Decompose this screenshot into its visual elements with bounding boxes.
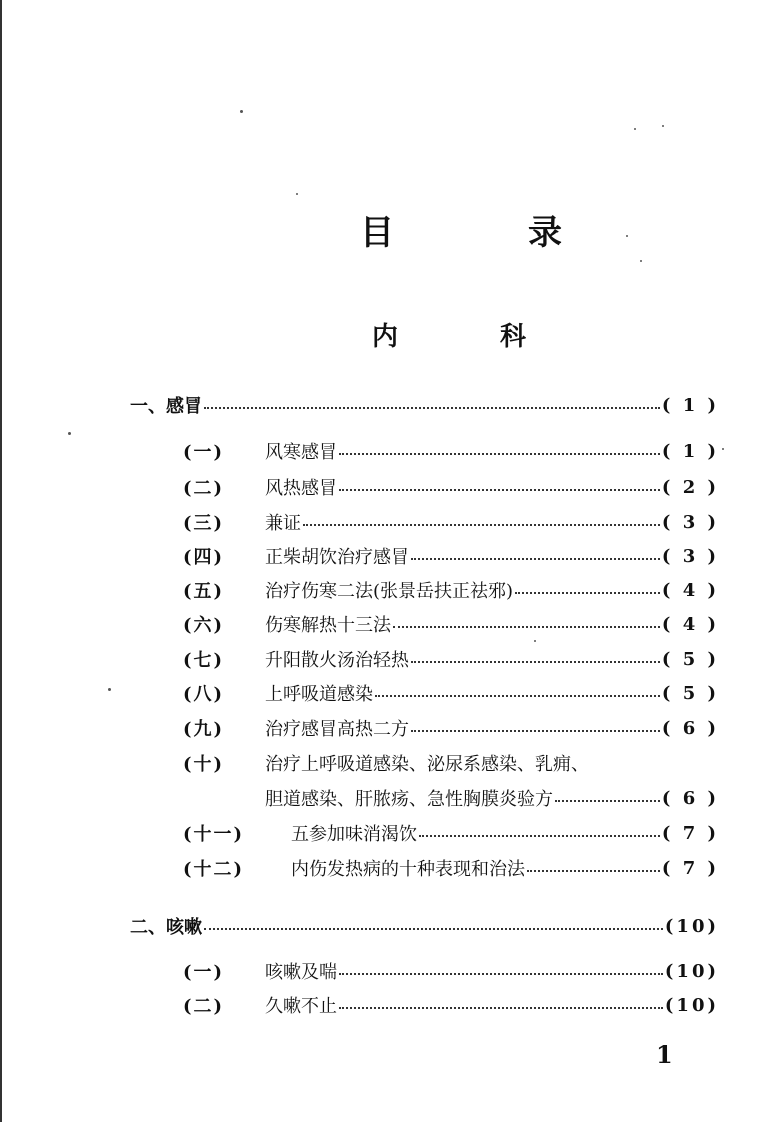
toc-page-number: (10) (664, 960, 719, 982)
dot-leader (411, 557, 660, 560)
toc-entry[interactable] (183, 713, 719, 743)
toc-entry-number: (一) (183, 442, 225, 463)
toc-page-number: (10) (664, 994, 719, 1016)
toc-entry[interactable] (183, 609, 719, 639)
toc-page-number: ( 5 ) (661, 682, 719, 704)
toc-entry-number: (二) (183, 478, 225, 499)
toc-entry-label: 咳嗽及喘 (265, 962, 337, 983)
toc-entry[interactable] (183, 436, 719, 466)
toc-entry-number: (八) (183, 684, 225, 705)
toc-page-number: ( 6 ) (661, 787, 719, 809)
toc-entry-label: 风热感冒 (265, 478, 337, 499)
page-number: 1 (656, 1040, 673, 1069)
dot-leader (339, 488, 660, 491)
toc-entry[interactable] (183, 678, 719, 708)
toc-entry-label: 伤寒解热十三法 (265, 615, 391, 636)
dot-leader (303, 523, 660, 526)
toc-entry-label: 内伤发热病的十种表现和治法 (291, 859, 525, 880)
toc-entry-label: 正柴胡饮治疗感冒 (265, 547, 409, 568)
toc-entry-number: (十一) (183, 824, 245, 845)
toc-page-number: ( 5 ) (661, 648, 719, 670)
toc-entry-number: (四) (183, 547, 225, 568)
toc-page-number: ( 4 ) (661, 613, 719, 635)
toc-entry[interactable] (183, 507, 719, 537)
toc-section-cough[interactable] (130, 911, 719, 941)
toc-entry-number: (九) (183, 719, 225, 740)
page-title: 目 录 (360, 213, 612, 253)
dot-leader (204, 406, 660, 409)
toc-section-cold[interactable] (130, 390, 719, 420)
section-heading: 内 科 (372, 322, 565, 352)
toc-entry-label: 治疗感冒高热二方 (265, 719, 409, 740)
toc-entry-number: (一) (183, 962, 225, 983)
toc-page-number: ( 4 ) (661, 579, 719, 601)
dot-leader (515, 591, 660, 594)
dot-leader (393, 625, 660, 628)
dot-leader (411, 660, 660, 663)
dot-leader (339, 452, 660, 455)
toc-page-number: ( 3 ) (661, 545, 719, 567)
toc-entry-label: 五参加味消渴饮 (291, 824, 417, 845)
toc-entry-label: 治疗上呼吸道感染、泌尿系感染、乳痈、 (265, 754, 589, 775)
toc-entry[interactable] (183, 541, 719, 571)
toc-entry-number: (二) (183, 996, 225, 1017)
toc-entry[interactable] (183, 956, 719, 986)
dot-leader (555, 799, 660, 802)
toc-section-label: 一、感冒 (130, 396, 202, 417)
toc-entry-label: 风寒感冒 (265, 442, 337, 463)
dot-leader (419, 834, 660, 837)
toc-entry[interactable] (183, 644, 719, 674)
toc-entry-number: (七) (183, 650, 225, 671)
toc-entry-label: 久嗽不止 (265, 996, 337, 1017)
toc-entry-label: 上呼吸道感染 (265, 684, 373, 705)
toc-page-number: ( 1 ) (661, 440, 719, 462)
toc-page-number: ( 6 ) (661, 717, 719, 739)
toc-entry-continuation[interactable] (265, 783, 719, 813)
toc-page-number: ( 2 ) (661, 476, 719, 498)
toc-page-number: ( 1 ) (661, 394, 719, 416)
toc-entry-multiline[interactable] (183, 748, 719, 778)
dot-leader (339, 1006, 663, 1009)
toc-entry-number: (十二) (183, 859, 245, 880)
toc-section-label: 二、咳嗽 (130, 917, 202, 938)
dot-leader (204, 927, 663, 930)
toc-page-number: ( 7 ) (661, 822, 719, 844)
toc-entry[interactable] (183, 472, 719, 502)
toc-entry[interactable] (183, 818, 719, 848)
toc-entry-label: 治疗伤寒二法(张景岳扶正祛邪) (265, 581, 514, 602)
toc-entry-label: 兼证 (265, 513, 301, 534)
toc-entry-number: (五) (183, 581, 225, 602)
toc-entry[interactable] (183, 575, 719, 605)
dot-leader (411, 729, 660, 732)
dot-leader (375, 694, 660, 697)
toc-entry-label-continued: 胆道感染、肝脓疡、急性胸膜炎验方 (265, 789, 553, 810)
toc-entry-label: 升阳散火汤治轻热 (265, 650, 409, 671)
dot-leader (339, 972, 663, 975)
toc-entry-number: (三) (183, 513, 225, 534)
toc-page-number: ( 3 ) (661, 511, 719, 533)
toc-entry-number: (十) (183, 754, 225, 775)
toc-entry-number: (六) (183, 615, 225, 636)
dot-leader (527, 869, 660, 872)
toc-page-number: ( 7 ) (661, 857, 719, 879)
toc-entry[interactable] (183, 990, 719, 1020)
toc-page-number: (10) (664, 915, 719, 937)
toc-entry[interactable] (183, 853, 719, 883)
